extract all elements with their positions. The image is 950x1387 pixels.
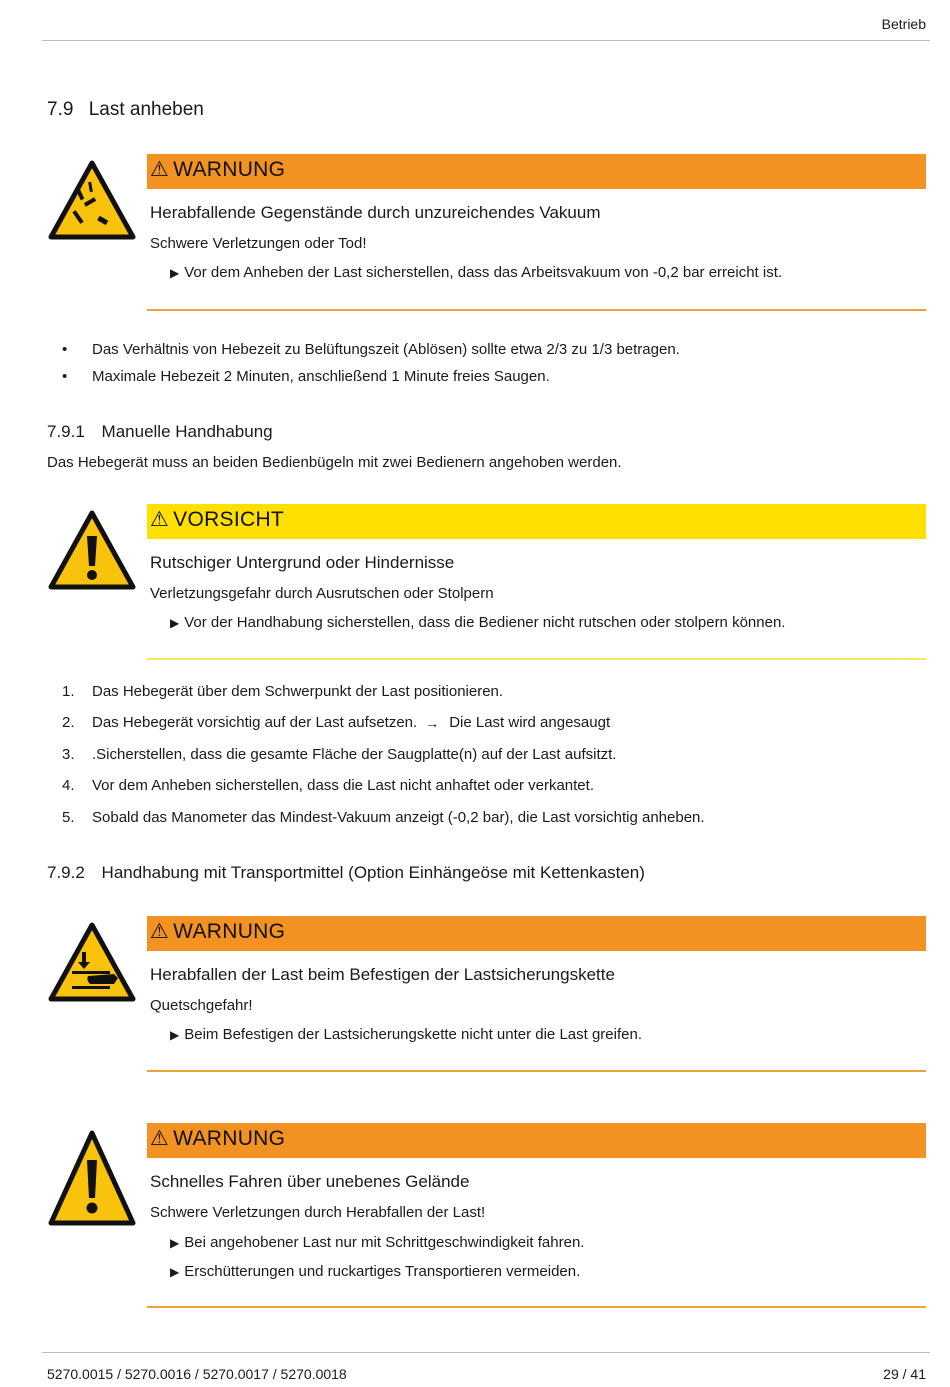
hazard-action	[170, 1026, 642, 1043]
warning-triangle-icon: ⚠	[150, 1127, 170, 1150]
warning-signal-bar	[147, 154, 926, 189]
hazard-action	[170, 1263, 580, 1280]
hazard-consequence: Schwere Verletzungen durch Herabfallen der Last!	[150, 1204, 486, 1221]
hazard-action	[170, 614, 785, 631]
step-number: 4.	[62, 777, 75, 794]
warning-triangle-icon: ⚠	[150, 158, 170, 181]
bullet-marker: •	[62, 341, 68, 358]
action-arrow-icon: ▶	[170, 1235, 180, 1250]
section-title: Last anheben	[88, 99, 204, 120]
list-item: Das Verhältnis von Hebezeit zu Belüftungszeit (Ablösen) sollte etwa 2/3 zu 1/3 betragen.	[92, 341, 680, 358]
crushing-hand-warning-icon	[48, 922, 136, 1002]
warning-triangle-icon: ⚠	[150, 920, 170, 943]
hazard-consequence: Quetschgefahr!	[150, 997, 253, 1014]
hazard-consequence: Verletzungsgefahr durch Ausrutschen oder Stolpern	[150, 585, 494, 602]
hazard-bottom-rule	[147, 1306, 926, 1308]
hazard-title: Herabfallen der Last beim Befestigen der Lastsicherungskette	[150, 965, 615, 984]
step-text: .Sicherstellen, dass die gesamte Fläche der Saugplatte(n) auf der Last aufsitzt.	[92, 746, 617, 763]
section-title: Manuelle Handhabung	[101, 422, 273, 441]
hazard-bottom-rule	[147, 309, 926, 311]
bullet-marker: •	[62, 368, 68, 385]
hazard-action	[170, 1234, 584, 1251]
step-with-result	[92, 714, 610, 731]
general-warning-icon	[48, 510, 136, 590]
hazard-title: Rutschiger Untergrund oder Hindernisse	[150, 553, 455, 572]
falling-objects-warning-icon	[48, 160, 136, 240]
caution-signal-bar	[147, 504, 926, 539]
header-divider	[42, 40, 930, 41]
action-arrow-icon: ▶	[170, 1027, 180, 1042]
action-arrow-icon: ▶	[170, 1264, 180, 1279]
section-intro: Das Hebegerät muss an beiden Bedienbügeln mit zwei Bedienern angehoben werden.	[47, 454, 622, 471]
step-text: Das Hebegerät vorsichtig auf der Last aufsetzen.	[92, 714, 418, 731]
step-number: 5.	[62, 809, 75, 826]
footer-divider	[42, 1352, 930, 1353]
step-text: Das Hebegerät über dem Schwerpunkt der Last positionieren.	[92, 683, 504, 700]
action-arrow-icon: ▶	[170, 265, 180, 280]
section-number: 7.9	[47, 99, 74, 120]
footer-doc-numbers: 5270.0015 / 5270.0016 / 5270.0017 / 5270.0018	[47, 1366, 347, 1382]
action-arrow-icon: ▶	[170, 615, 180, 630]
footer-page-number: 29 / 41	[883, 1366, 926, 1382]
warning-signal-bar	[147, 916, 926, 951]
header-section-label: Betrieb	[881, 16, 926, 32]
section-7-9-1-heading	[47, 422, 273, 442]
hazard-action-text: Erschütterungen und ruckartiges Transportieren vermeiden.	[184, 1263, 581, 1280]
hazard-bottom-rule	[147, 658, 926, 660]
list-item: Maximale Hebezeit 2 Minuten, anschließend 1 Minute freies Saugen.	[92, 368, 550, 385]
section-title: Handhabung mit Transportmittel (Option Einhängeöse mit Kettenkasten)	[101, 863, 645, 882]
section-7-9-2-heading	[47, 863, 645, 883]
warning-triangle-icon: ⚠	[150, 508, 170, 531]
general-warning-icon	[48, 1130, 136, 1226]
section-number: 7.9.2	[47, 863, 85, 882]
step-text: Sobald das Manometer das Mindest-Vakuum anzeigt (-0,2 bar), die Last vorsichtig anheben.	[92, 809, 705, 826]
hazard-title: Schnelles Fahren über unebenes Gelände	[150, 1172, 470, 1191]
step-result: Die Last wird angesaugt	[449, 714, 611, 731]
result-arrow-icon: →	[425, 714, 440, 731]
step-number: 3.	[62, 746, 75, 763]
warning-signal-bar	[147, 1123, 926, 1158]
section-7-9-heading	[47, 99, 204, 121]
signal-word: WARNUNG	[173, 1126, 286, 1150]
hazard-action-text: Vor der Handhabung sicherstellen, dass die Bediener nicht rutschen oder stolpern können.	[184, 614, 786, 631]
hazard-title: Herabfallende Gegenstände durch unzureichendes Vakuum	[150, 203, 601, 222]
step-text: Vor dem Anheben sicherstellen, dass die Last nicht anhaftet oder verkantet.	[92, 777, 594, 794]
section-number: 7.9.1	[47, 422, 85, 441]
step-number: 1.	[62, 683, 75, 700]
hazard-consequence: Schwere Verletzungen oder Tod!	[150, 235, 367, 252]
hazard-action	[170, 264, 782, 281]
hazard-action-text: Bei angehobener Last nur mit Schrittgeschwindigkeit fahren.	[184, 1234, 585, 1251]
signal-word: WARNUNG	[173, 919, 286, 943]
hazard-bottom-rule	[147, 1070, 926, 1072]
step-number: 2.	[62, 714, 75, 731]
signal-word: WARNUNG	[173, 157, 286, 181]
hazard-action-text: Vor dem Anheben der Last sicherstellen, dass das Arbeitsvakuum von -0,2 bar erreicht ist.	[184, 264, 783, 281]
signal-word: VORSICHT	[173, 507, 285, 531]
hazard-action-text: Beim Befestigen der Lastsicherungskette nicht unter die Last greifen.	[184, 1026, 642, 1043]
